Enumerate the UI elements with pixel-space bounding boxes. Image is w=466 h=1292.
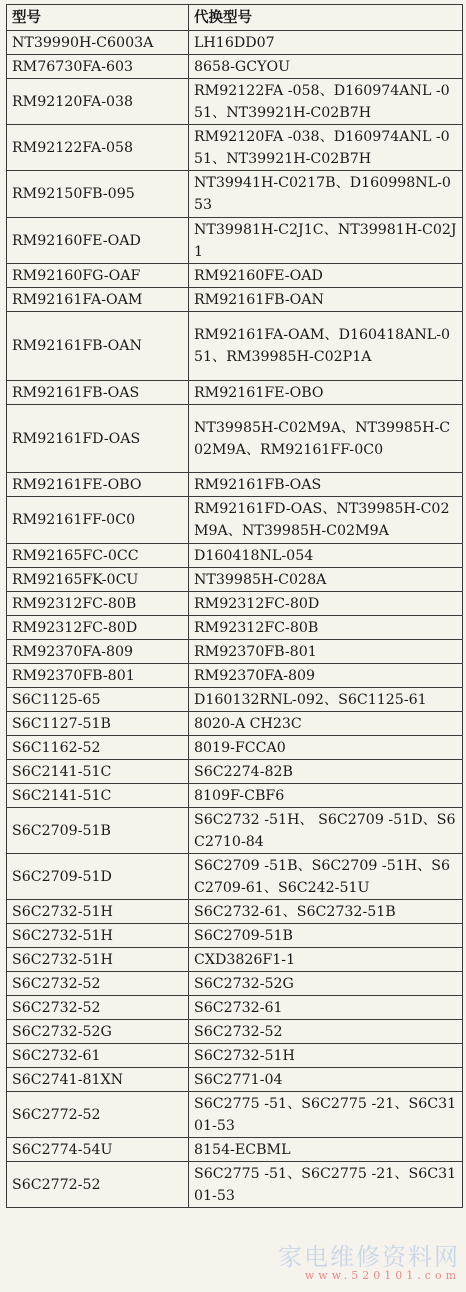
model-cell: RM92161FB-OAN xyxy=(7,311,189,380)
table-row xyxy=(7,995,463,1019)
model-cell: S6C1162-52 xyxy=(7,735,189,759)
table-row xyxy=(7,263,463,287)
replacement-table xyxy=(6,4,463,1208)
table-row xyxy=(7,1138,463,1162)
replacement-cell: S6C2771-04 xyxy=(189,1067,463,1091)
table-row xyxy=(7,899,463,923)
model-cell: RM92161FD-OAS xyxy=(7,404,189,473)
replacement-cell: D160132RNL-092、S6C1125-61 xyxy=(189,687,463,711)
table-row xyxy=(7,171,463,217)
table-row xyxy=(7,380,463,404)
replacement-cell: NT39981H-C2J1C、NT39981H-C02J1 xyxy=(189,217,463,263)
replacement-cell: RM92161FB-OAS xyxy=(189,473,463,497)
replacement-cell: S6C2732-52 xyxy=(189,1019,463,1043)
replacement-cell: RM92120FA -038、D160974ANL -051、NT39921H-C02B7H xyxy=(189,125,463,171)
table-row xyxy=(7,1019,463,1043)
model-cell: RM92165FC-0CC xyxy=(7,543,189,567)
model-cell: S6C2141-51C xyxy=(7,783,189,807)
model-cell: S6C2732-51H xyxy=(7,947,189,971)
replacement-cell: NT39985H-C028A xyxy=(189,567,463,591)
replacement-cell: S6C2732 -51H、 S6C2709 -51D、S6C2710-84 xyxy=(189,807,463,853)
model-cell: S6C2732-52 xyxy=(7,971,189,995)
table-row xyxy=(7,1162,463,1208)
model-cell: S6C2732-51H xyxy=(7,923,189,947)
replacement-cell: RM92161FB-OAN xyxy=(189,287,463,311)
watermark-site-name: 家电维修资料网 xyxy=(278,1243,460,1271)
replacement-cell: S6C2274-82B xyxy=(189,759,463,783)
table-row xyxy=(7,497,463,543)
header-model: 型号 xyxy=(7,5,189,31)
table-row xyxy=(7,783,463,807)
model-cell: RM92370FB-801 xyxy=(7,663,189,687)
table-row xyxy=(7,217,463,263)
model-cell: RM92161FF-0C0 xyxy=(7,497,189,543)
replacement-cell: S6C2732-51H xyxy=(189,1043,463,1067)
header-replacement-model: 代换型号 xyxy=(189,5,463,31)
replacement-cell: 8658-GCYOU xyxy=(189,55,463,79)
replacement-cell: RM92370FB-801 xyxy=(189,639,463,663)
model-cell: RM92150FB-095 xyxy=(7,171,189,217)
replacement-cell: 8154-ECBML xyxy=(189,1138,463,1162)
model-cell: S6C2772-52 xyxy=(7,1091,189,1137)
table-row xyxy=(7,287,463,311)
table-row xyxy=(7,543,463,567)
replacement-cell: NT39985H-C02M9A、NT39985H-C02M9A、RM92161FF-0C0 xyxy=(189,404,463,473)
model-cell: S6C2741-81XN xyxy=(7,1067,189,1091)
replacement-cell: NT39941H-C0217B、D160998NL-053 xyxy=(189,171,463,217)
table-row xyxy=(7,1091,463,1137)
watermark xyxy=(278,1244,460,1282)
replacement-cell: 8109F-CBF6 xyxy=(189,783,463,807)
replacement-cell: 8020-A CH23C xyxy=(189,711,463,735)
replacement-cell: RM92160FE-OAD xyxy=(189,263,463,287)
replacement-cell: S6C2709 -51B、S6C2709 -51H、S6C2709-61、S6C242-51U xyxy=(189,853,463,899)
model-cell: RM76730FA-603 xyxy=(7,55,189,79)
table-row xyxy=(7,567,463,591)
table-row xyxy=(7,1043,463,1067)
model-cell: RM92122FA-058 xyxy=(7,125,189,171)
table-row xyxy=(7,971,463,995)
table-row xyxy=(7,55,463,79)
replacement-cell: CXD3826F1-1 xyxy=(189,947,463,971)
table-row xyxy=(7,1067,463,1091)
model-cell: RM92312FC-80D xyxy=(7,615,189,639)
model-cell: S6C2732-51H xyxy=(7,899,189,923)
model-cell: RM92370FA-809 xyxy=(7,639,189,663)
replacement-cell: S6C2709-51B xyxy=(189,923,463,947)
model-cell: RM92161FA-OAM xyxy=(7,287,189,311)
replacement-cell: LH16DD07 xyxy=(189,31,463,55)
model-cell: S6C2732-52 xyxy=(7,995,189,1019)
table-row xyxy=(7,807,463,853)
replacement-cell: RM92122FA -058、D160974ANL -051、NT39921H-C02B7H xyxy=(189,79,463,125)
table-row xyxy=(7,711,463,735)
model-cell: S6C1125-65 xyxy=(7,687,189,711)
replacement-cell: D160418NL-054 xyxy=(189,543,463,567)
table-row xyxy=(7,311,463,380)
replacement-cell: 8019-FCCA0 xyxy=(189,735,463,759)
table-row xyxy=(7,125,463,171)
model-cell: S6C2709-51D xyxy=(7,853,189,899)
model-cell: RM92165FK-0CU xyxy=(7,567,189,591)
model-cell: NT39990H-C6003A xyxy=(7,31,189,55)
table-row xyxy=(7,923,463,947)
replacement-cell: RM92161FA-OAM、D160418ANL-051、RM39985H-C02P1A xyxy=(189,311,463,380)
model-cell: RM92160FE-OAD xyxy=(7,217,189,263)
model-cell: RM92312FC-80B xyxy=(7,591,189,615)
model-cell: S6C1127-51B xyxy=(7,711,189,735)
model-cell: S6C2772-52 xyxy=(7,1162,189,1208)
model-cell: S6C2774-54U xyxy=(7,1138,189,1162)
model-cell: S6C2732-61 xyxy=(7,1043,189,1067)
table-row xyxy=(7,31,463,55)
replacement-cell: S6C2775 -51、S6C2775 -21、S6C3101-53 xyxy=(189,1162,463,1208)
replacement-cell: RM92161FD-OAS、NT39985H-C02M9A、NT39985H-C02M9A xyxy=(189,497,463,543)
model-cell: RM92120FA-038 xyxy=(7,79,189,125)
replacement-cell: S6C2775 -51、S6C2775 -21、S6C3101-53 xyxy=(189,1091,463,1137)
table-row xyxy=(7,473,463,497)
table-row xyxy=(7,759,463,783)
table-row xyxy=(7,591,463,615)
replacement-cell: RM92312FC-80B xyxy=(189,615,463,639)
replacement-cell: RM92312FC-80D xyxy=(189,591,463,615)
model-cell: RM92161FE-OBO xyxy=(7,473,189,497)
replacement-cell: S6C2732-61、S6C2732-51B xyxy=(189,899,463,923)
replacement-cell: RM92370FA-809 xyxy=(189,663,463,687)
table-row xyxy=(7,947,463,971)
replacement-cell: S6C2732-52G xyxy=(189,971,463,995)
table-body xyxy=(7,31,463,1208)
model-cell: RM92161FB-OAS xyxy=(7,380,189,404)
replacement-cell: S6C2732-61 xyxy=(189,995,463,1019)
table-row xyxy=(7,404,463,473)
model-cell: S6C2141-51C xyxy=(7,759,189,783)
table-row xyxy=(7,639,463,663)
table-row xyxy=(7,79,463,125)
replacement-cell: RM92161FE-OBO xyxy=(189,380,463,404)
table-row xyxy=(7,735,463,759)
model-cell: S6C2732-52G xyxy=(7,1019,189,1043)
table-row xyxy=(7,663,463,687)
table-row xyxy=(7,853,463,899)
watermark-url: www.520101.com xyxy=(304,1269,460,1282)
model-cell: S6C2709-51B xyxy=(7,807,189,853)
table-header-row xyxy=(7,5,463,31)
model-cell: RM92160FG-OAF xyxy=(7,263,189,287)
table-row xyxy=(7,687,463,711)
table-row xyxy=(7,615,463,639)
